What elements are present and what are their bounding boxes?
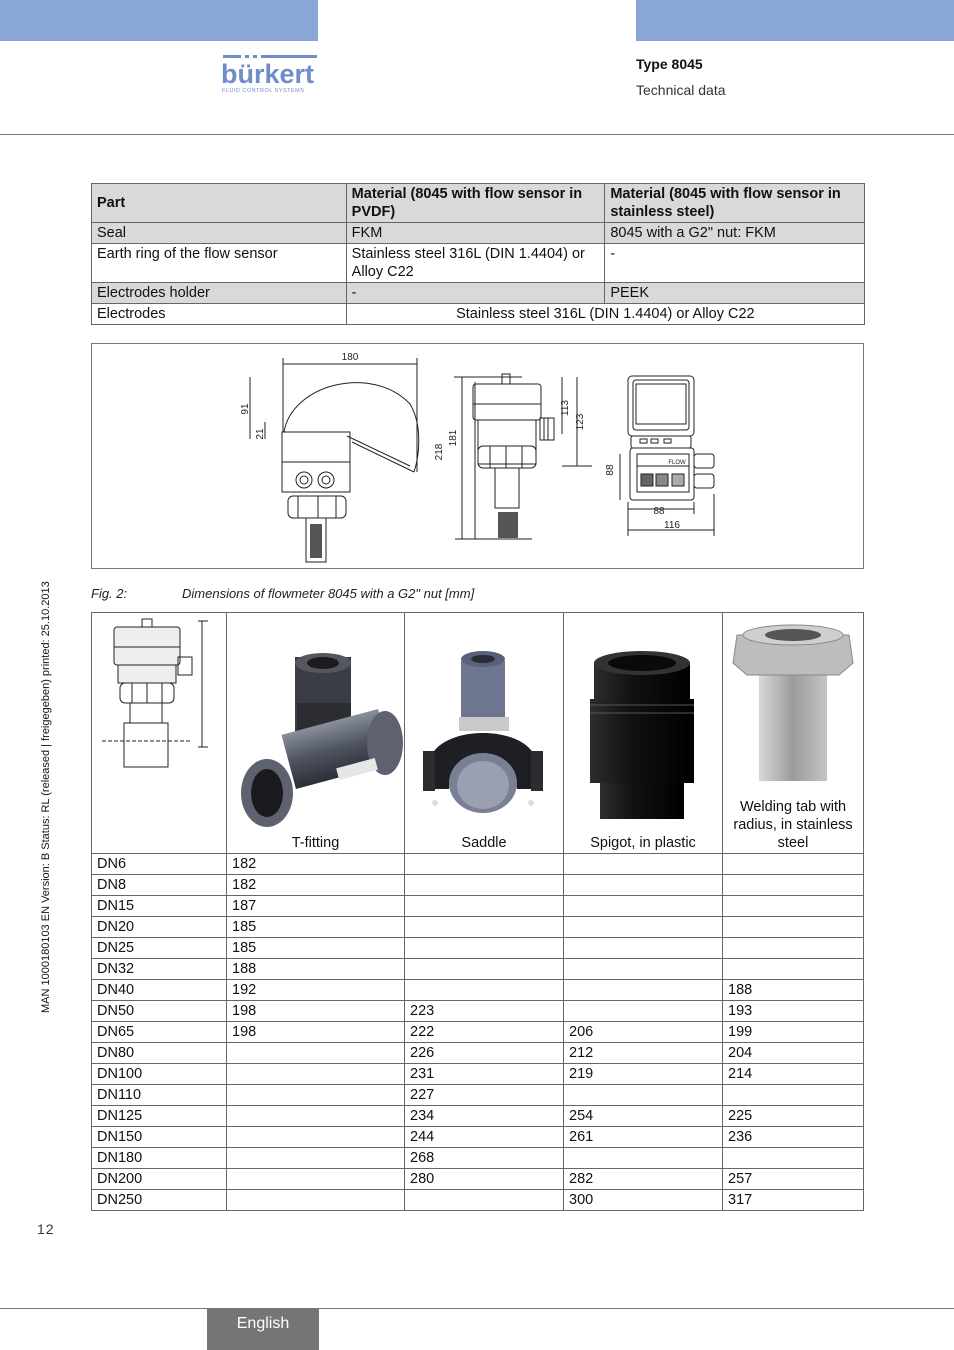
dimension-cell: 261 xyxy=(564,1127,723,1148)
table-row xyxy=(92,1127,864,1148)
device-outline-icon xyxy=(92,613,226,853)
materials-header-steel: Material (8045 with flow sensor in stainless steel) xyxy=(605,184,865,223)
dimension-cell xyxy=(723,959,864,980)
dimension-cell: 193 xyxy=(723,1001,864,1022)
column-t-fitting: T-fitting xyxy=(291,835,340,851)
dim-180: 180 xyxy=(341,352,359,363)
dim-88-vertical: 88 xyxy=(605,464,616,476)
dimension-cell xyxy=(405,917,564,938)
dimension-cell xyxy=(723,1085,864,1106)
dimension-cell xyxy=(723,875,864,896)
dimension-cell: 185 xyxy=(227,938,405,959)
table-row xyxy=(92,938,864,959)
materials-merged: Stainless steel 316L (DIN 1.4404) or Alloy C22 xyxy=(346,304,864,325)
header-t-fitting xyxy=(227,613,405,854)
materials-part: Earth ring of the flow sensor xyxy=(92,244,347,283)
dimensions-body xyxy=(92,854,864,1211)
dim-181: 181 xyxy=(448,429,459,447)
materials-pvdf: Stainless steel 316L (DIN 1.4404) or Alloy C22 xyxy=(346,244,605,283)
dn-size-cell: DN15 xyxy=(92,896,227,917)
page-number: 12 xyxy=(37,1221,55,1237)
dimension-cell: 185 xyxy=(227,917,405,938)
dimensions-header-row xyxy=(92,613,864,854)
figure-caption: Dimensions of flowmeter 8045 with a G2" nut [mm] xyxy=(182,586,475,601)
side-view-middle xyxy=(454,374,592,539)
dn-size-cell: DN6 xyxy=(92,854,227,875)
dim-113: 113 xyxy=(560,400,571,416)
dimension-cell xyxy=(564,854,723,875)
spigot-image xyxy=(564,613,722,833)
header-spigot xyxy=(564,613,723,854)
dimension-cell xyxy=(405,938,564,959)
dimension-cell: 222 xyxy=(405,1022,564,1043)
dimension-cell xyxy=(227,1127,405,1148)
dimension-cell: 268 xyxy=(405,1148,564,1169)
materials-steel: PEEK xyxy=(605,283,865,304)
dimension-cell: 257 xyxy=(723,1169,864,1190)
dimension-cell: 225 xyxy=(723,1106,864,1127)
dn-size-cell: DN180 xyxy=(92,1148,227,1169)
dimension-cell: 223 xyxy=(405,1001,564,1022)
materials-table xyxy=(91,183,865,325)
dimension-cell xyxy=(227,1148,405,1169)
header-device-drawing xyxy=(92,613,227,854)
materials-header-part: Part xyxy=(92,184,347,223)
dimension-cell xyxy=(405,959,564,980)
document-type: Type 8045 xyxy=(636,56,703,72)
dn-size-cell: DN125 xyxy=(92,1106,227,1127)
table-row xyxy=(92,1085,864,1106)
table-row xyxy=(92,896,864,917)
materials-part: Electrodes xyxy=(92,304,347,325)
dimension-cell: 212 xyxy=(564,1043,723,1064)
table-row xyxy=(92,875,864,896)
side-view-left xyxy=(250,358,419,562)
column-welding-tab: Welding tab with radius, in stainless steel xyxy=(733,799,853,851)
dimension-cell xyxy=(723,938,864,959)
dimension-drawing-svg xyxy=(92,344,863,568)
dimension-cell: 182 xyxy=(227,875,405,896)
dimension-cell xyxy=(564,875,723,896)
display-label: FLOW xyxy=(668,460,686,466)
dimension-cell: 300 xyxy=(564,1190,723,1211)
dim-123: 123 xyxy=(575,413,586,431)
materials-header-row xyxy=(92,184,865,223)
dn-size-cell: DN8 xyxy=(92,875,227,896)
dimension-cell xyxy=(723,1148,864,1169)
table-row xyxy=(92,283,865,304)
burkert-logo xyxy=(221,58,321,98)
figure-label: Fig. 2: xyxy=(91,586,128,601)
header-bar-right xyxy=(636,0,954,41)
dimension-cell xyxy=(227,1106,405,1127)
dimension-cell: 236 xyxy=(723,1127,864,1148)
dimension-cell xyxy=(405,980,564,1001)
document-section: Technical data xyxy=(636,82,726,98)
table-row xyxy=(92,1106,864,1127)
saddle-image xyxy=(405,613,563,833)
dimension-cell: 188 xyxy=(227,959,405,980)
dimension-cell: 199 xyxy=(723,1022,864,1043)
materials-part: Electrodes holder xyxy=(92,283,347,304)
materials-part: Seal xyxy=(92,223,347,244)
table-row xyxy=(92,854,864,875)
table-row xyxy=(92,1001,864,1022)
dimension-cell xyxy=(564,938,723,959)
dimension-cell xyxy=(405,1190,564,1211)
dim-21: 21 xyxy=(255,428,266,440)
header-bar-left xyxy=(0,0,318,41)
dimension-cell: 219 xyxy=(564,1064,723,1085)
dimension-cell xyxy=(564,980,723,1001)
dimension-cell xyxy=(564,1148,723,1169)
dimension-cell xyxy=(227,1190,405,1211)
dimension-cell: 280 xyxy=(405,1169,564,1190)
front-view xyxy=(620,376,714,536)
welding-tab-image xyxy=(723,613,863,793)
dimension-cell: 198 xyxy=(227,1001,405,1022)
dn-size-cell: DN110 xyxy=(92,1085,227,1106)
footer-divider xyxy=(0,1308,954,1309)
dn-size-cell: DN25 xyxy=(92,938,227,959)
dimension-cell: 204 xyxy=(723,1043,864,1064)
dimension-cell: 192 xyxy=(227,980,405,1001)
dimension-cell xyxy=(564,1085,723,1106)
dimension-cell: 182 xyxy=(227,854,405,875)
logo-subtitle: FLUID CONTROL SYSTEMS xyxy=(222,88,305,94)
dim-116: 116 xyxy=(664,520,680,531)
dimension-cell: 226 xyxy=(405,1043,564,1064)
table-row xyxy=(92,1148,864,1169)
dimension-cell: 231 xyxy=(405,1064,564,1085)
dimension-cell: 254 xyxy=(564,1106,723,1127)
materials-pvdf: FKM xyxy=(346,223,605,244)
table-row xyxy=(92,1043,864,1064)
materials-steel: 8045 with a G2" nut: FKM xyxy=(605,223,865,244)
table-row xyxy=(92,959,864,980)
table-row xyxy=(92,1169,864,1190)
dn-size-cell: DN65 xyxy=(92,1022,227,1043)
dn-size-cell: DN100 xyxy=(92,1064,227,1085)
dimension-cell xyxy=(564,959,723,980)
dimension-cell: 188 xyxy=(723,980,864,1001)
table-row xyxy=(92,980,864,1001)
dimension-cell xyxy=(405,896,564,917)
side-document-info: MAN 1000180103 EN Version: B Status: RL (released | freigegeben) printed: 25.10.2013 xyxy=(40,581,52,1013)
dimensions-table xyxy=(91,612,864,1211)
logo-wordmark: bürkert xyxy=(221,59,315,89)
table-row xyxy=(92,1190,864,1211)
table-row xyxy=(92,304,865,325)
dimension-cell xyxy=(564,896,723,917)
dimension-cell xyxy=(227,1043,405,1064)
header-divider xyxy=(0,134,954,135)
dimension-cell: 206 xyxy=(564,1022,723,1043)
dimension-cell xyxy=(227,1064,405,1085)
materials-steel: - xyxy=(605,244,865,283)
dimension-cell xyxy=(723,896,864,917)
dimension-cell xyxy=(227,1169,405,1190)
dimension-cell xyxy=(564,1001,723,1022)
dimension-cell: 317 xyxy=(723,1190,864,1211)
dimension-cell: 187 xyxy=(227,896,405,917)
materials-pvdf: - xyxy=(346,283,605,304)
dim-91: 91 xyxy=(240,403,251,415)
dn-size-cell: DN32 xyxy=(92,959,227,980)
column-spigot: Spigot, in plastic xyxy=(590,835,696,851)
table-row xyxy=(92,917,864,938)
table-row xyxy=(92,1064,864,1085)
dim-88-horizontal: 88 xyxy=(653,506,665,517)
dn-size-cell: DN150 xyxy=(92,1127,227,1148)
table-row xyxy=(92,1022,864,1043)
dim-218: 218 xyxy=(434,443,445,461)
dimension-cell: 244 xyxy=(405,1127,564,1148)
dimension-drawing xyxy=(91,343,864,569)
dn-size-cell: DN250 xyxy=(92,1190,227,1211)
dimension-cell xyxy=(405,875,564,896)
dn-size-cell: DN50 xyxy=(92,1001,227,1022)
table-row xyxy=(92,223,865,244)
dimension-cell: 282 xyxy=(564,1169,723,1190)
dimension-cell xyxy=(227,1085,405,1106)
language-tab: English xyxy=(207,1308,319,1350)
dimension-cell: 214 xyxy=(723,1064,864,1085)
header-saddle xyxy=(405,613,564,854)
dimension-cell: 198 xyxy=(227,1022,405,1043)
dn-size-cell: DN40 xyxy=(92,980,227,1001)
dn-size-cell: DN200 xyxy=(92,1169,227,1190)
dimension-cell xyxy=(723,854,864,875)
dimension-cell xyxy=(405,854,564,875)
dimension-cell xyxy=(564,917,723,938)
materials-header-pvdf: Material (8045 with flow sensor in PVDF) xyxy=(346,184,605,223)
column-saddle: Saddle xyxy=(461,835,507,851)
header-welding-tab xyxy=(723,613,864,854)
dn-size-cell: DN80 xyxy=(92,1043,227,1064)
dimension-cell xyxy=(723,917,864,938)
t-fitting-image xyxy=(227,613,405,833)
dn-size-cell: DN20 xyxy=(92,917,227,938)
dimension-cell: 234 xyxy=(405,1106,564,1127)
dimension-cell: 227 xyxy=(405,1085,564,1106)
table-row xyxy=(92,244,865,283)
